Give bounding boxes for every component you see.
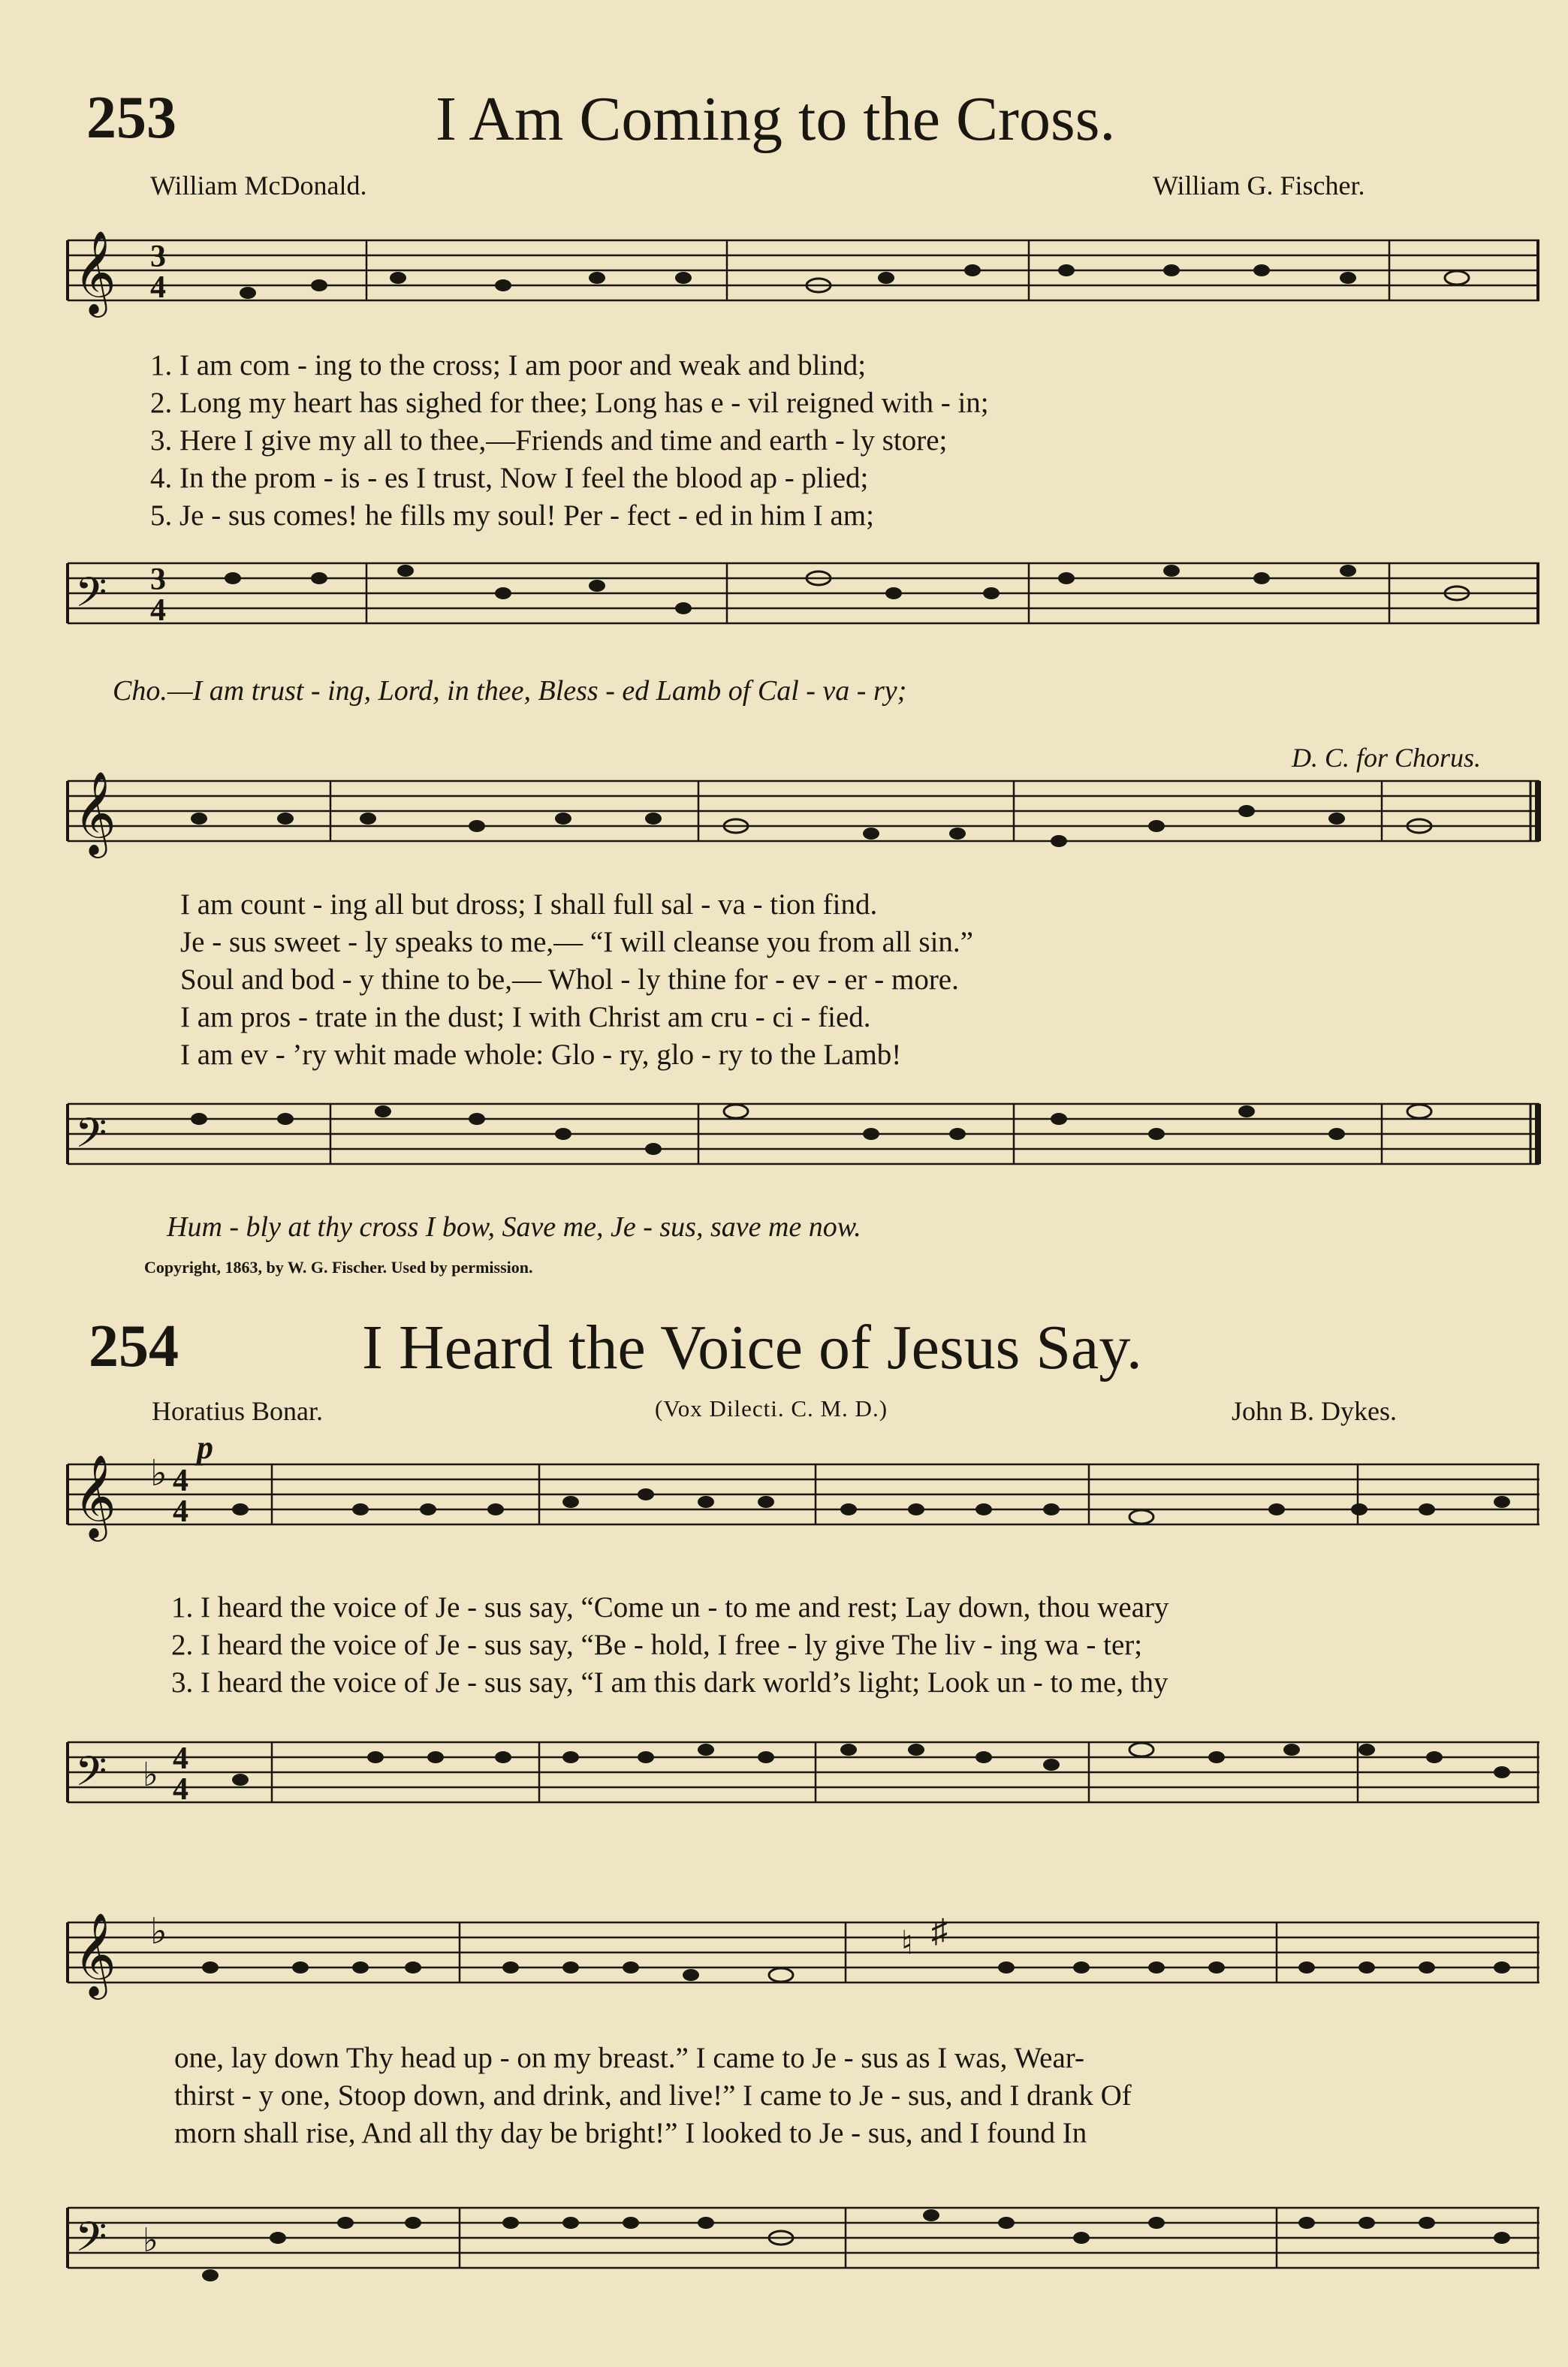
bass-staff-253-1	[60, 548, 1547, 661]
verse-line: 5. Je - sus comes! he fills my soul! Per - fect - ed in him I am;	[150, 499, 874, 532]
svg-text:𝄞: 𝄞	[74, 230, 116, 314]
svg-text:♯: ♯	[931, 1913, 948, 1949]
svg-text:4: 4	[173, 1741, 188, 1776]
verse-line: I am ev - ’ry whit made whole: Glo - ry, glo - ry to the Lamb!	[180, 1039, 902, 1071]
svg-text:𝄞: 𝄞	[74, 1454, 116, 1538]
svg-text:4: 4	[150, 593, 166, 628]
verses-253-line2	[180, 886, 973, 1074]
svg-text:♭: ♭	[143, 2222, 158, 2259]
music-credit: William G. Fischer.	[1153, 170, 1365, 201]
music-credit: John B. Dykes.	[1232, 1396, 1398, 1426]
svg-text:♭: ♭	[150, 1454, 167, 1494]
treble-staff-254-1	[60, 1449, 1547, 1569]
treble-staff-253-1	[60, 225, 1547, 345]
svg-text:♮: ♮	[901, 1925, 913, 1961]
svg-text:♭: ♭	[143, 1756, 158, 1793]
svg-text:4: 4	[173, 1494, 188, 1529]
verse-line: I am count - ing all but dross; I shall full sal - va - tion find.	[180, 888, 878, 921]
verse-line: Soul and bod - y thine to be,— Whol - ly thine for - ev - er - more.	[180, 963, 959, 996]
verses-254-line1	[171, 1589, 1169, 1702]
svg-text:𝄢: 𝄢	[75, 1747, 107, 1805]
dynamic-marking: p	[197, 1429, 213, 1466]
svg-text:𝄞: 𝄞	[74, 1912, 116, 1996]
svg-text:𝄞: 𝄞	[74, 770, 116, 855]
treble-staff-254-2	[60, 1907, 1547, 2028]
bass-staff-254-1	[60, 1727, 1547, 1847]
verse-line: thirst - y one, Stoop down, and drink, and live!” I came to Je - sus, and I drank Of	[174, 2079, 1132, 2112]
treble-staff-253-2	[60, 766, 1547, 886]
verses-254-line2	[174, 2040, 1132, 2152]
svg-text:𝄢: 𝄢	[75, 2213, 107, 2271]
svg-text:4: 4	[173, 1464, 188, 1498]
svg-text:𝄢: 𝄢	[75, 1109, 107, 1167]
words-credit: Horatius Bonar.	[152, 1396, 323, 1426]
hymn-title: I Heard the Voice of Jesus Say.	[362, 1313, 1142, 1383]
verse-line: 1. I heard the voice of Je - sus say, “Come un - to me and rest; Lay down, thou weary	[171, 1591, 1169, 1624]
hymn-number: 253	[86, 85, 176, 151]
svg-text:3: 3	[150, 562, 166, 597]
verse-line: 2. I heard the voice of Je - sus say, “Be - hold, I free - ly give The liv - ing wa - ter;	[171, 1629, 1143, 1661]
tune-name: (Vox Dilecti. C. M. D.)	[655, 1395, 888, 1422]
verse-line: 3. I heard the voice of Je - sus say, “I am this dark world’s light; Look un - to me, thy	[171, 1666, 1168, 1699]
copyright-note: Copyright, 1863, by W. G. Fischer. Used by permission.	[144, 1258, 533, 1277]
verse-line: one, lay down Thy head up - on my breast.” I came to Je - sus as I was, Wear-	[174, 2042, 1084, 2074]
svg-text:3: 3	[150, 240, 166, 274]
verse-line: 1. I am com - ing to the cross; I am poor and weak and blind;	[150, 349, 867, 381]
verses-253-line1	[150, 347, 989, 535]
verse-line: 2. Long my heart has sighed for thee; Long has e - vil reigned with - in;	[150, 387, 989, 419]
words-credit: William McDonald.	[150, 170, 367, 201]
verse-line: morn shall rise, And all thy day be bright!” I looked to Je - sus, and I found In	[174, 2117, 1087, 2149]
chorus-line-253-1: Cho.—I am trust - ing, Lord, in thee, Bless - ed Lamb of Cal - va - ry;	[113, 675, 907, 707]
verse-line: 4. In the prom - is - es I trust, Now I feel the blood ap - plied;	[150, 462, 869, 494]
svg-text:𝄢: 𝄢	[75, 568, 107, 626]
hymn-title: I Am Coming to the Cross.	[436, 84, 1116, 154]
bass-staff-253-2	[60, 1089, 1547, 1202]
chorus-line-253-2: Hum - bly at thy cross I bow, Save me, Je - sus, save me now.	[167, 1211, 861, 1243]
hymn-number: 254	[89, 1313, 179, 1379]
svg-text:♭: ♭	[150, 1912, 167, 1952]
svg-text:4: 4	[173, 1772, 188, 1807]
verse-line: Je - sus sweet - ly speaks to me,— “I will cleanse you from all sin.”	[180, 926, 973, 958]
verse-line: I am pros - trate in the dust; I with Christ am cru - ci - fied.	[180, 1001, 871, 1033]
verse-line: 3. Here I give my all to thee,—Friends and time and earth - ly store;	[150, 424, 948, 457]
dc-marking: D. C. for Chorus.	[1292, 743, 1482, 773]
svg-text:4: 4	[150, 270, 166, 305]
bass-staff-254-2	[60, 2193, 1547, 2313]
